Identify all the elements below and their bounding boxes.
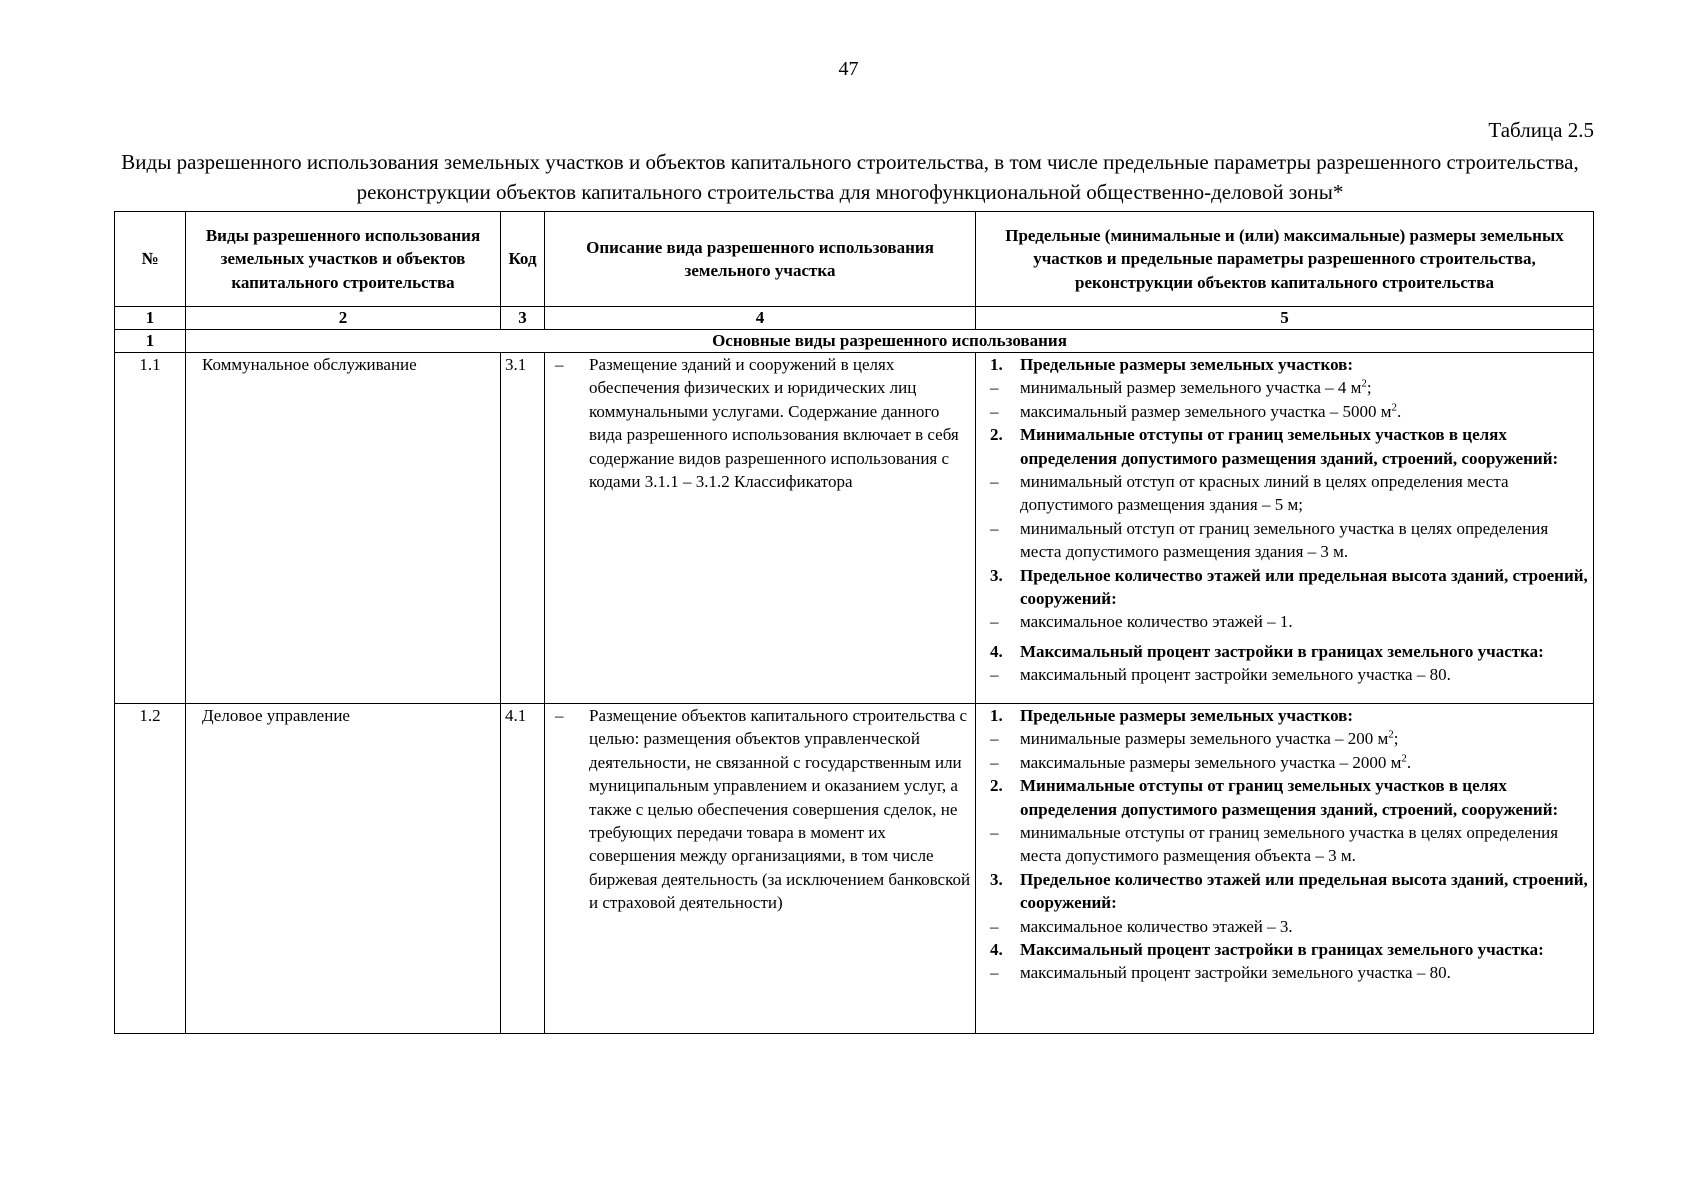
param-item: минимальные размеры земельного участка – 200 м bbox=[1020, 729, 1389, 749]
param-item: максимальный процент застройки земельного участка – 80. bbox=[1020, 665, 1451, 685]
row-description bbox=[545, 704, 976, 1034]
column-number: 2 bbox=[186, 307, 501, 330]
superscript: 2 bbox=[1391, 401, 1398, 414]
page-number: 47 bbox=[838, 58, 859, 80]
description-text: Размещение зданий и сооружений в целях обеспечения физических и юридических лиц коммунальными услугами. Содержание данного вида разрешенного использования включает в себя содержание видов разрешенного использования с кодами 3.1.1 – 3.1.2 Классификатора bbox=[589, 355, 959, 492]
header-params: Предельные (минимальные и (или) максимальные) размеры земельных участков и предельные параметры разрешенного строительства, реконструкции объектов капитального строительства bbox=[976, 212, 1594, 307]
param-heading: Предельные размеры земельных участков: bbox=[1020, 706, 1354, 725]
superscript: 2 bbox=[1401, 752, 1407, 765]
table-label: Таблица 2.5 bbox=[1488, 118, 1594, 142]
row-name: Деловое управление bbox=[186, 704, 501, 1034]
list-number: 4. bbox=[990, 641, 1003, 661]
dash-marker: – bbox=[990, 472, 999, 492]
param-heading: Максимальный процент застройки в границах земельного участка: bbox=[1020, 940, 1544, 960]
list-number: 1. bbox=[990, 706, 1003, 725]
list-number: 4. bbox=[990, 940, 1003, 960]
column-number: 5 bbox=[976, 307, 1594, 330]
table-row bbox=[115, 704, 1594, 1034]
dash-marker: – bbox=[990, 729, 999, 749]
row-name: Коммунальное обслуживание bbox=[186, 353, 501, 704]
param-item: максимальные размеры земельного участка – 2000 м bbox=[1020, 752, 1402, 772]
param-item-end: . bbox=[1397, 401, 1402, 421]
column-number-row bbox=[115, 307, 1594, 330]
dash-marker: – bbox=[555, 355, 564, 374]
table-title: Виды разрешенного использования земельных участков и объектов капитального строительства, в том числе предельные параметры разрешенного строительства, реконструкции объектов капитального строительства для многофункциональной общественно-деловой зоны* bbox=[121, 150, 1579, 204]
param-item: минимальный отступ от границ земельного участка в целях определения места допустимого размещения здания – 3 м. bbox=[1020, 518, 1549, 562]
param-heading: Предельные размеры земельных участков: bbox=[1020, 355, 1354, 374]
param-heading: Максимальный процент застройки в границах земельного участка: bbox=[1020, 641, 1544, 661]
dash-marker: – bbox=[990, 378, 999, 398]
section-no: 1 bbox=[115, 330, 186, 353]
list-number: 2. bbox=[990, 425, 1003, 445]
param-heading: Предельное количество этажей или предельная высота зданий, строений, сооружений: bbox=[1020, 565, 1588, 609]
column-number: 4 bbox=[545, 307, 976, 330]
param-item: максимальное количество этажей – 1. bbox=[1020, 612, 1293, 632]
header-code: Код bbox=[501, 212, 545, 307]
param-item-end: ; bbox=[1393, 729, 1399, 749]
dash-marker: – bbox=[555, 706, 564, 725]
dash-marker: – bbox=[990, 823, 999, 843]
row-code: 4.1 bbox=[501, 704, 545, 1034]
row-number: 1.1 bbox=[115, 353, 186, 704]
row-params bbox=[976, 353, 1594, 704]
dash-marker: – bbox=[990, 752, 999, 772]
param-item: максимальный размер земельного участка – 5000 м bbox=[1020, 401, 1392, 421]
param-heading: Предельное количество этажей или предельная высота зданий, строений, сооружений: bbox=[1020, 869, 1588, 913]
column-number: 1 bbox=[115, 307, 186, 330]
section-row bbox=[115, 330, 1594, 353]
dash-marker: – bbox=[990, 916, 999, 936]
param-heading: Минимальные отступы от границ земельных участков в целях определения допустимого размещения зданий, строений, сооружений: bbox=[1020, 425, 1559, 468]
row-number: 1.2 bbox=[115, 704, 186, 1034]
param-item: минимальный размер земельного участка – 4 м bbox=[1020, 378, 1362, 398]
superscript: 2 bbox=[1388, 728, 1394, 741]
param-item-end: ; bbox=[1366, 378, 1372, 398]
list-number: 3. bbox=[990, 565, 1003, 585]
table-row bbox=[115, 353, 1594, 704]
section-title: Основные виды разрешенного использования bbox=[186, 330, 1594, 353]
dash-marker: – bbox=[990, 401, 999, 421]
dash-marker: – bbox=[990, 518, 999, 538]
row-description bbox=[545, 353, 976, 704]
param-item: максимальный процент застройки земельного участка – 80. bbox=[1020, 963, 1451, 983]
list-number: 2. bbox=[990, 776, 1003, 796]
description-text: Размещение объектов капитального строительства с целью: размещения объектов управленческой деятельности, не связанной с государственным или муниципальным управлением и оказанием услуг, а также с целью обеспечения совершения сделок, не требующих передачи товара в момент их совершения между организациями, в том числе биржевая деятельность (за исключением банковской и страховой деятельности) bbox=[589, 706, 971, 913]
land-use-table bbox=[114, 211, 1594, 1034]
column-number: 3 bbox=[501, 307, 545, 330]
header-no: № bbox=[115, 212, 186, 307]
header-name: Виды разрешенного использования земельных участков и объектов капитального строительства bbox=[186, 212, 501, 307]
superscript: 2 bbox=[1361, 377, 1367, 390]
row-code: 3.1 bbox=[501, 353, 545, 704]
list-number: 3. bbox=[990, 869, 1003, 889]
dash-marker: – bbox=[990, 963, 999, 983]
param-item-end: . bbox=[1406, 752, 1412, 772]
param-heading: Минимальные отступы от границ земельных участков в целях определения допустимого размещения зданий, строений, сооружений: bbox=[1020, 776, 1559, 819]
dash-marker: – bbox=[990, 665, 999, 685]
row-params bbox=[976, 704, 1594, 1034]
dash-marker: – bbox=[990, 612, 999, 632]
list-number: 1. bbox=[990, 355, 1003, 374]
param-item: минимальный отступ от красных линий в целях определения места допустимого размещения здания – 5 м; bbox=[1020, 472, 1509, 515]
table-header-row bbox=[115, 212, 1594, 307]
param-item: максимальное количество этажей – 3. bbox=[1020, 916, 1293, 936]
param-item: минимальные отступы от границ земельного участка в целях определения места допустимого размещения объекта – 3 м. bbox=[1020, 823, 1559, 866]
header-desc: Описание вида разрешенного использования земельного участка bbox=[545, 212, 976, 307]
